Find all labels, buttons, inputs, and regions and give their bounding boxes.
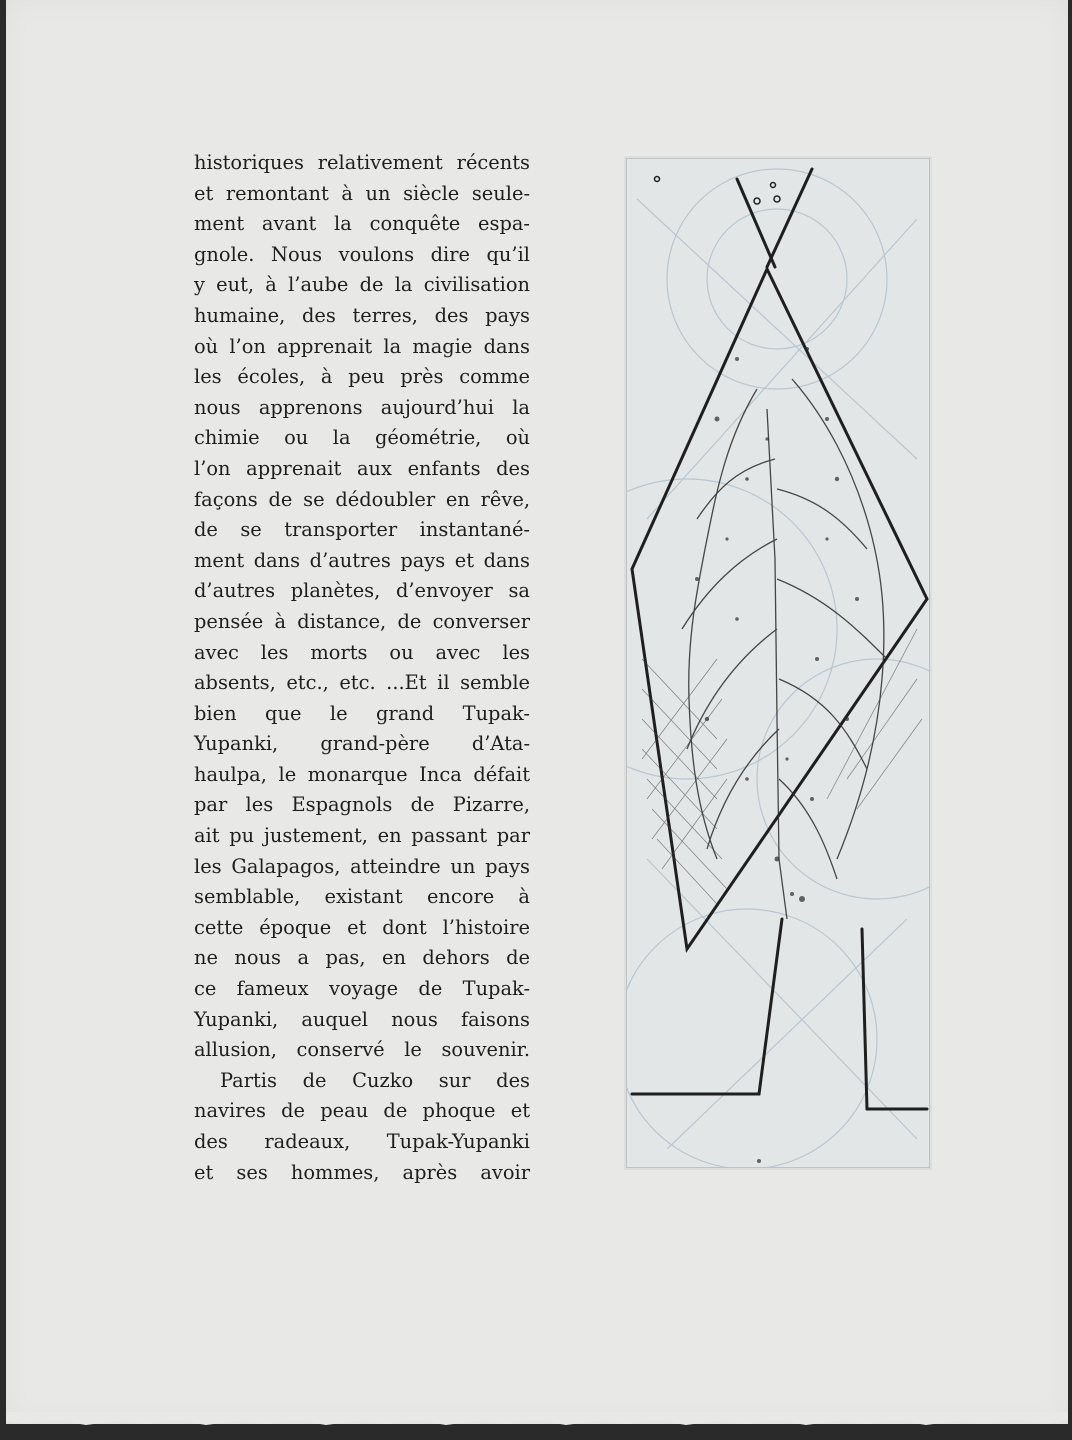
text-line: haulpa, le monarque Inca défait (194, 762, 530, 786)
text-line: les Galapagos, atteindre un pays (194, 854, 530, 878)
text-line: de se transporter instantané- (194, 518, 530, 542)
text-line: l’on apprenait aux enfants des (194, 456, 530, 480)
text-line: Yupanki, auquel nous faisons (194, 1007, 530, 1031)
text-line: d’autres planètes, d’envoyer sa (194, 579, 530, 603)
text-line: et ses hommes, après avoir (194, 1160, 530, 1184)
text-line: bien que le grand Tupak- (194, 701, 530, 725)
text-line: où l’on apprenait la magie dans (194, 334, 530, 358)
text-line: cette époque et dont l’histoire (194, 915, 530, 939)
text-line: ce fameux voyage de Tupak- (194, 977, 530, 1001)
body-text (194, 148, 530, 1188)
text-line: historiques relativement récents (194, 151, 530, 174)
text-line: ait pu justement, en passant par (194, 824, 530, 848)
text-line: allusion, conservé le souvenir. (194, 1038, 530, 1062)
etching-plate (626, 158, 930, 1168)
paper-sheet (6, 0, 1068, 1424)
text-line: ment dans d’autres pays et dans (194, 548, 530, 572)
text-line: avec les morts ou avec les (194, 640, 530, 664)
text-line: humaine, des terres, des pays (194, 303, 530, 327)
text-line: pensée à distance, de converser (194, 609, 530, 633)
text-line: navires de peau de phoque et (194, 1099, 530, 1123)
text-line: Partis de Cuzko sur des (220, 1068, 530, 1092)
text-line: et remontant à un siècle seule- (194, 181, 530, 205)
text-line: semblable, existant encore à (194, 885, 530, 909)
text-line: nous apprenons aujourd’hui la (194, 395, 530, 419)
text-line: chimie ou la géométrie, où (194, 426, 530, 450)
text-line: des radeaux, Tupak-Yupanki (194, 1130, 530, 1153)
text-line: Yupanki, grand-père d’Ata- (194, 732, 530, 756)
text-line: y eut, à l’aube de la civilisation (194, 273, 530, 297)
etching-diamond-figure-icon (627, 159, 929, 1167)
text-line: ment avant la conquête espa- (194, 212, 530, 236)
text-line: façons de se dédoubler en rêve, (194, 487, 530, 511)
deckled-edge (6, 1412, 1068, 1430)
text-line: les écoles, à peu près comme (194, 365, 530, 389)
text-line: absents, etc., etc. ...Et il semble (194, 671, 530, 695)
text-line: par les Espagnols de Pizarre, (194, 793, 530, 817)
text-line: gnole. Nous voulons dire qu’il (194, 242, 530, 266)
text-line: ne nous a pas, en dehors de (194, 946, 530, 970)
